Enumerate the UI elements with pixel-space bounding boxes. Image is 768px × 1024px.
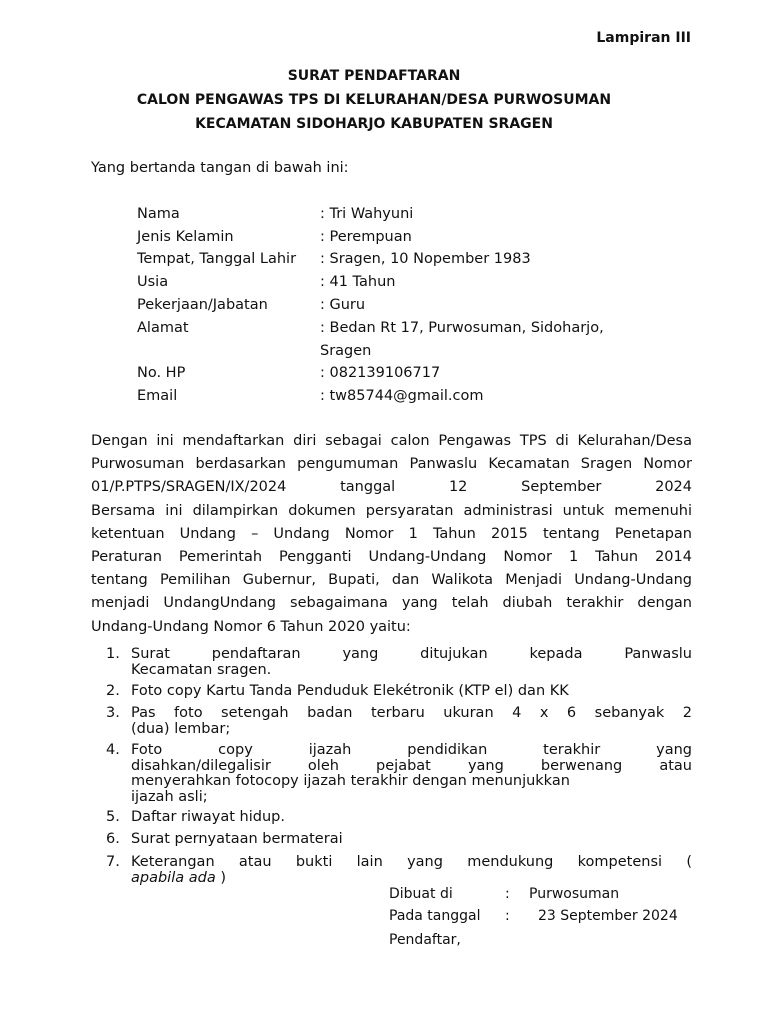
list-line: Surat pernyataan bermaterai: [131, 831, 343, 847]
list-line-italic: apabila ada: [131, 869, 216, 886]
field-value: : Guru: [320, 297, 366, 313]
list-item-text: [131, 832, 692, 848]
attachment-label: Lampiran III: [596, 30, 691, 46]
intro-text: Yang bertanda tangan di bawah ini:: [91, 160, 349, 176]
list-number: 1.: [106, 646, 120, 662]
list-line: Keterangan atau bukti lain yang mendukung kompetensi (: [131, 854, 692, 870]
place-colon: :: [505, 886, 510, 902]
paragraph-line: menjadi UndangUndang sebagaimana yang telah diubah terakhir dengan: [91, 595, 692, 612]
field-label: Email: [137, 388, 178, 404]
list-line: Surat pendaftaran yang ditujukan kepada Panwaslu: [131, 646, 692, 662]
date-value: 23 September 2024: [538, 908, 678, 924]
list-number: 7.: [106, 854, 120, 870]
list-line: Pas foto setengah badan terbaru ukuran 4 x 6 sebanyak 2: [131, 705, 692, 721]
list-line: disahkan/dilegalisir oleh pejabat yang berwenang atau: [131, 757, 692, 774]
field-value-continued: Sragen: [320, 343, 372, 359]
registrant-label: Pendaftar,: [389, 932, 461, 948]
list-item-text: [131, 706, 692, 737]
field-value: : Tri Wahyuni: [320, 206, 414, 222]
place-value: Purwosuman: [529, 886, 620, 902]
field-label: Pekerjaan/Jabatan: [137, 297, 268, 313]
paragraph-line: Peraturan Pemerintah Pengganti Undang-Undang Nomor 1 Tahun 2014: [91, 549, 692, 566]
field-label: Tempat, Tanggal Lahir: [137, 251, 297, 267]
list-item-text: [131, 743, 692, 805]
field-label: Jenis Kelamin: [137, 229, 234, 245]
list-number: 4.: [106, 742, 120, 758]
list-item-text: [131, 647, 692, 678]
list-item-text: [131, 855, 692, 886]
list-line: Foto copy ijazah pendidikan terakhir yang: [131, 742, 692, 758]
field-label: Usia: [137, 274, 169, 290]
paragraph-line: Dengan ini mendaftarkan diri sebagai calon Pengawas TPS di Kelurahan/Desa: [91, 433, 692, 449]
list-item-text: [131, 684, 692, 700]
list-item-text: [131, 810, 692, 826]
field-value: : 082139106717: [320, 365, 441, 381]
list-line-suffix: ): [215, 869, 226, 886]
field-value: : Sragen, 10 Nopember 1983: [320, 251, 531, 267]
field-label: No. HP: [137, 365, 186, 381]
list-line: Foto copy Kartu Tanda Penduduk Elekétronik (KTP el) dan KK: [131, 683, 569, 699]
field-label: Nama: [137, 206, 180, 222]
list-line: menyerahkan fotocopy ijazah terakhir dengan menunjukkan: [131, 773, 570, 789]
list-line: (dua) lembar;: [131, 720, 231, 737]
paragraph-line: Bersama ini dilampirkan dokumen persyaratan administrasi untuk memenuhi: [91, 502, 692, 519]
title-line-2: CALON PENGAWAS TPS DI KELURAHAN/DESA PURWOSUMAN: [136, 92, 612, 108]
paragraph-line: Purwosuman berdasarkan pengumuman Panwaslu Kecamatan Sragen Nomor: [91, 456, 692, 473]
list-number: 5.: [106, 809, 120, 825]
field-value: : tw85744@gmail.com: [320, 388, 484, 404]
date-colon: :: [505, 908, 510, 924]
field-value: : Bedan Rt 17, Purwosuman, Sidoharjo,: [320, 320, 604, 336]
list-line: ijazah asli;: [131, 788, 208, 805]
date-label: Pada tanggal: [389, 908, 481, 924]
paragraph-line: 01/P.PTPS/SRAGEN/IX/2024 tanggal 12 September 2024: [91, 479, 692, 496]
paragraph-line: tentang Pemilihan Gubernur, Bupati, dan Walikota Menjadi Undang-Undang: [91, 572, 692, 589]
list-line: Daftar riwayat hidup.: [131, 809, 285, 825]
title-line-1: SURAT PENDAFTARAN: [287, 68, 461, 84]
paragraph-line: Undang-Undang Nomor 6 Tahun 2020 yaitu:: [91, 618, 411, 635]
title-line-3: KECAMATAN SIDOHARJO KABUPATEN SRAGEN: [195, 116, 553, 132]
place-label: Dibuat di: [389, 886, 453, 902]
list-number: 3.: [106, 705, 120, 721]
paragraph-line: ketentuan Undang – Undang Nomor 1 Tahun 2015 tentang Penetapan: [91, 525, 692, 542]
list-line: [131, 871, 692, 887]
list-line: Kecamatan sragen.: [131, 661, 272, 678]
body-paragraph: [91, 430, 692, 639]
field-value: : 41 Tahun: [320, 274, 396, 290]
field-label: Alamat: [137, 320, 189, 336]
list-number: 2.: [106, 683, 120, 699]
field-value: : Perempuan: [320, 229, 412, 245]
list-number: 6.: [106, 831, 120, 847]
